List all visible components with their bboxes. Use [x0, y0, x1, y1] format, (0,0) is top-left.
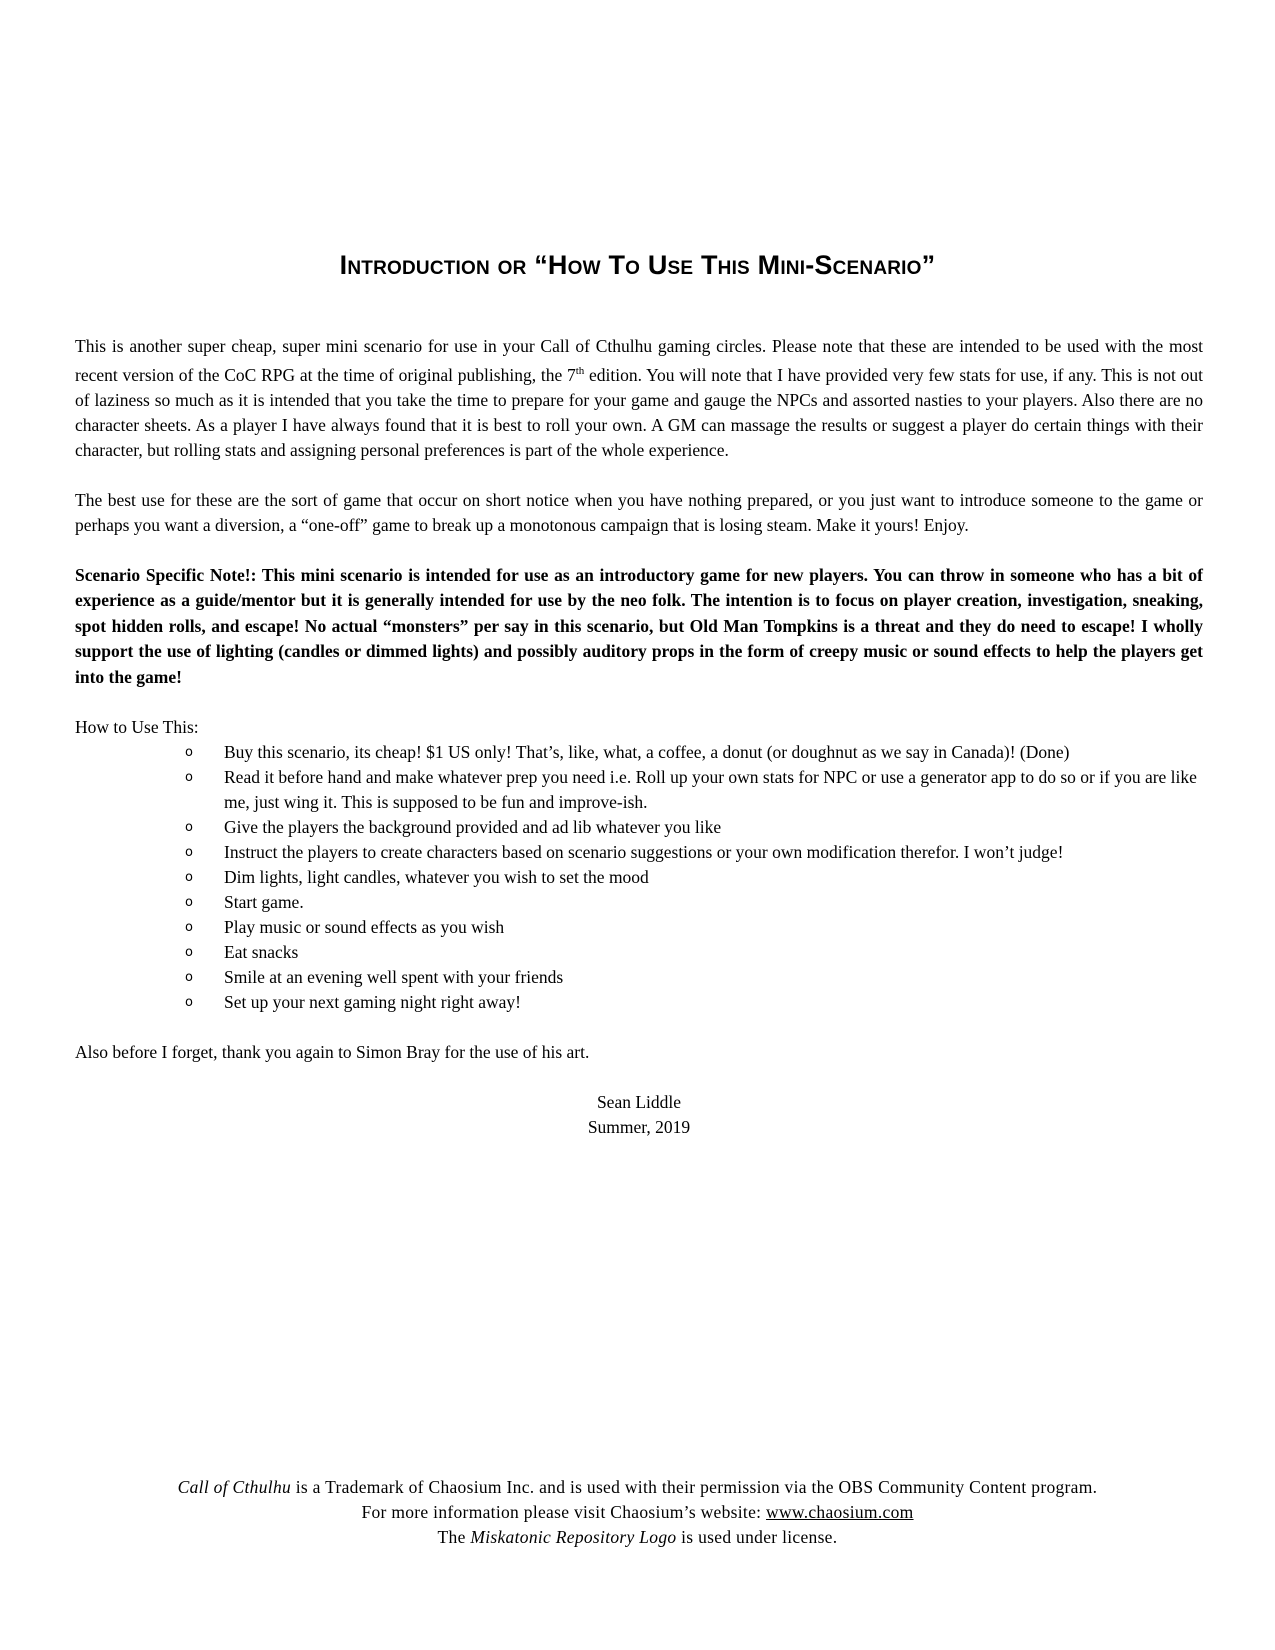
main-content	[75, 334, 1203, 1140]
intro-text-start: This is another super cheap, super mini scenario for use in your Call of Cthulhu gaming circles. Please note that these are intended to be used with the most recent version of the CoC RPG at the time of original publishing, the 7	[75, 336, 1203, 385]
list-item	[185, 915, 1203, 940]
bullet-icon: o	[185, 995, 193, 1011]
footer-website-text: For more information please visit Chaosium’s website:	[361, 1502, 767, 1522]
footer-line-website	[0, 1500, 1275, 1525]
how-to-list	[75, 740, 1203, 1015]
author-name: Sean Liddle	[596, 1092, 682, 1113]
list-item	[185, 815, 1203, 840]
intro-paragraph	[75, 334, 1203, 463]
footer	[0, 1475, 1275, 1550]
list-item-text: Buy this scenario, its cheap! $1 US only! That’s, like, what, a coffee, a donut (or doughnut as we say in Canada)! (Done)	[224, 742, 1070, 763]
list-item-text: Instruct the players to create characters based on scenario suggestions or your own modification therefor. I won’t judge!	[224, 842, 1064, 863]
bullet-icon: o	[185, 870, 193, 886]
list-item-text: Set up your next gaming night right away!	[224, 992, 521, 1013]
bullet-icon: o	[185, 845, 193, 861]
footer-logo-name: Miskatonic Repository Logo	[470, 1527, 677, 1547]
signature-date: Summer, 2019	[587, 1117, 691, 1138]
list-item-text: Eat snacks	[224, 942, 299, 963]
list-item	[185, 965, 1203, 990]
bullet-icon: o	[185, 770, 193, 786]
list-item-text: Smile at an evening well spent with your friends	[224, 967, 564, 988]
footer-game-title: Call of Cthulhu	[177, 1477, 292, 1497]
how-to-heading: How to Use This:	[75, 717, 199, 738]
list-item-text: Dim lights, light candles, whatever you wish to set the mood	[224, 867, 649, 888]
page-title: Introduction or “How To Use This Mini-Scenario”	[339, 250, 936, 280]
second-paragraph: The best use for these are the sort of game that occur on short notice when you have nothing prepared, or you just want to introduce someone to the game or perhaps you want a diversion, a “one-off” game to break up a monotonous campaign that is losing steam. Make it yours! Enjoy.	[75, 489, 1203, 535]
list-item	[185, 990, 1203, 1015]
scenario-note: Scenario Specific Note!: This mini scenario is intended for use as an introductory game for new players. You can throw in someone who has a bit of experience as a guide/mentor but it is generally intended for use by the neo folk. The intention is to focus on player creation, investigation, sneaking, spot hidden rolls, and escape! No actual “monsters” per say in this scenario, but Old Man Tompkins is a threat and they do need to escape! I wholly support the use of lighting (candles or dimmed lights) and possibly auditory props in the form of creepy music or sound effects to help the players get into the game!	[75, 564, 1203, 687]
list-item	[185, 765, 1203, 815]
list-item	[185, 940, 1203, 965]
list-item-text: Give the players the background provided and ad lib whatever you like	[224, 817, 722, 838]
footer-trademark-text: is a Trademark of Chaosium Inc. and is used with their permission via the OBS Community Content program.	[291, 1477, 1098, 1497]
list-item	[185, 890, 1203, 915]
list-item-text: Read it before hand and make whatever prep you need i.e. Roll up your own stats for NPC or use a generator app to do so or if you are like me, just wing it. This is supposed to be fun and improve-ish.	[224, 767, 1197, 813]
chaosium-link[interactable]: www.chaosium.com	[766, 1502, 914, 1522]
intro-text-end: edition. You will note that I have provided very few stats for use, if any. This is not out of laziness so much as it is intended that you take the time to prepare for your game and gauge the NPCs and assorted nasties to your players. Also there are no character sheets. As a player I have always found that it is best to roll your own. A GM can massage the results or suggest a player do certain things with their character, but rolling stats and assigning personal preferences is part of the whole experience.	[75, 364, 1203, 460]
thanks-paragraph: Also before I forget, thank you again to Simon Bray for the use of his art.	[75, 1042, 590, 1063]
list-item-text: Play music or sound effects as you wish	[224, 917, 505, 938]
footer-line-license	[0, 1525, 1275, 1550]
bullet-icon: o	[185, 945, 193, 961]
footer-line-trademark	[0, 1475, 1275, 1500]
bullet-icon: o	[185, 745, 193, 761]
intro-superscript: th	[575, 365, 585, 377]
bullet-icon: o	[185, 970, 193, 986]
list-item	[185, 740, 1203, 765]
list-item	[185, 865, 1203, 890]
bullet-icon: o	[185, 920, 193, 936]
bullet-icon: o	[185, 820, 193, 836]
footer-license-post: is used under license.	[676, 1527, 838, 1547]
signature-block	[75, 1090, 1203, 1140]
bullet-icon: o	[185, 895, 193, 911]
list-item	[185, 840, 1203, 865]
footer-license-pre: The	[437, 1527, 471, 1547]
list-item-text: Start game.	[224, 892, 304, 913]
